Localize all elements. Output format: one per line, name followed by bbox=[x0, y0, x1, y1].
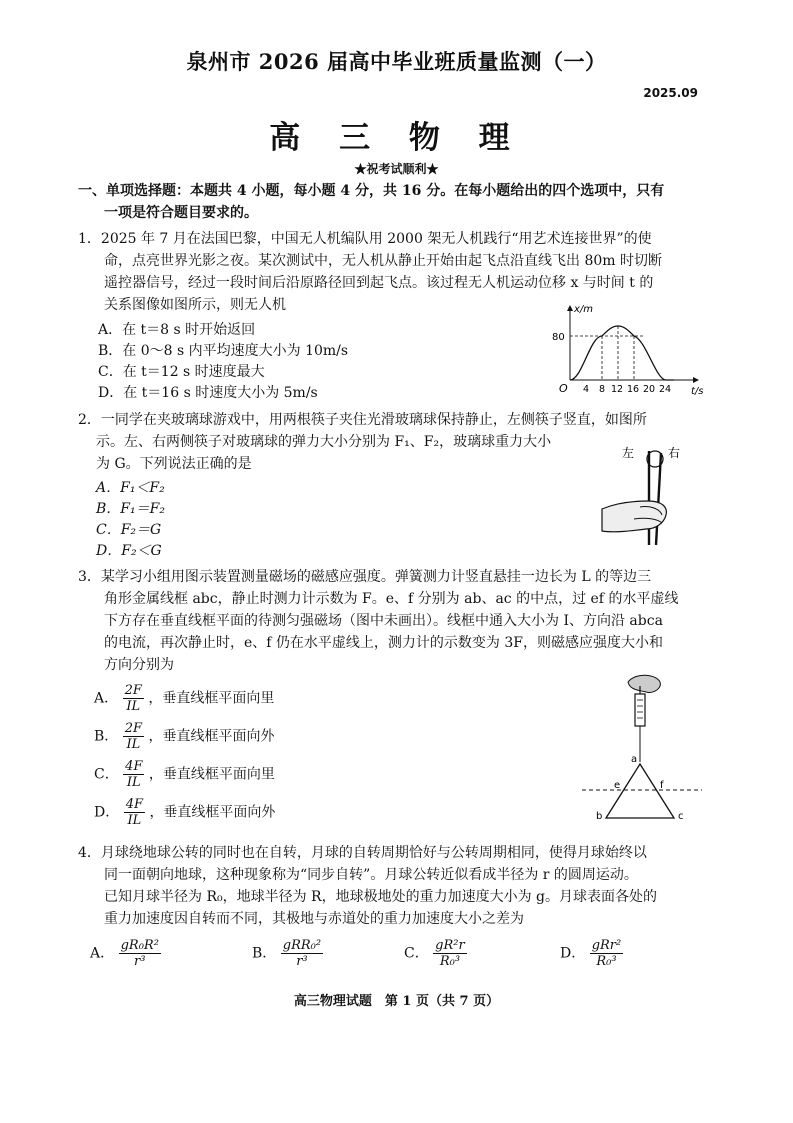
question-line: 的电流，再次静止时，e、f 仍在水平虚线上，测力计的示数变为 3F，则磁感应强度大小和 bbox=[104, 635, 663, 651]
option-d[interactable] bbox=[94, 797, 275, 835]
denominator: IL bbox=[127, 813, 142, 828]
option-a[interactable]: A．在 t＝8 s 时开始返回 bbox=[98, 322, 256, 338]
fraction bbox=[433, 938, 467, 969]
left-label: 左 bbox=[622, 446, 635, 460]
option-letter: A． bbox=[90, 945, 115, 962]
option-c[interactable]: C．在 t＝12 s 时速度最大 bbox=[98, 364, 265, 380]
fraction bbox=[119, 938, 161, 969]
page-footer: 高三物理试题 第 1 页（共 7 页） bbox=[293, 994, 500, 1009]
section-heading-line: 一、单项选择题：本题共 4 小题，每小题 4 分，共 16 分。在每小题给出的四个选项中，只有 bbox=[78, 183, 665, 199]
question-2-options bbox=[96, 478, 165, 562]
exam-date: 2025.09 bbox=[643, 86, 698, 100]
x-tick-24: 24 bbox=[659, 384, 672, 395]
subject-title: 高 三 物 理 bbox=[269, 120, 524, 156]
fraction bbox=[123, 683, 144, 714]
spring-scale bbox=[635, 694, 645, 726]
question-4-stem bbox=[78, 842, 718, 930]
fraction bbox=[123, 759, 144, 790]
y-axis-label: x/m bbox=[574, 304, 594, 315]
y-tick-80: 80 bbox=[552, 332, 565, 343]
question-line: 命，点亮世界光影之夜。某次测试中，无人机从静止开始由起飞点沿直线飞出 80m 时切断 bbox=[104, 253, 662, 269]
fraction bbox=[124, 797, 145, 828]
x-t-curve bbox=[570, 326, 674, 380]
question-line: 已知月球半径为 R₀，地球半径为 R，地球极地处的重力加速度大小为 g。月球表面各处的 bbox=[104, 889, 658, 905]
denominator: r³ bbox=[134, 954, 146, 969]
x-tick-20: 20 bbox=[643, 384, 656, 395]
blessing-text: ★祝考试顺利★ bbox=[354, 162, 439, 176]
option-letter: A． bbox=[94, 690, 119, 707]
question-line: 为 G。下列说法正确的是 bbox=[96, 456, 252, 472]
question-line: 重力加速度因自转而不同，其极地与赤道处的重力加速度大小之差为 bbox=[104, 911, 524, 927]
x-axis-label: t/s bbox=[691, 386, 704, 396]
option-text: ，垂直线框平面向里 bbox=[148, 766, 275, 783]
point-e-label: e bbox=[614, 780, 621, 791]
numerator: gR₀R² bbox=[120, 938, 159, 953]
hand-icon bbox=[628, 675, 660, 692]
numerator: gRr² bbox=[591, 938, 622, 953]
option-b[interactable] bbox=[94, 721, 275, 759]
option-letter: D． bbox=[94, 804, 120, 821]
fraction bbox=[123, 721, 144, 752]
x-tick-16: 16 bbox=[627, 384, 640, 395]
vertex-c-label: c bbox=[678, 811, 684, 822]
option-a[interactable] bbox=[94, 683, 275, 721]
exam-title: 泉州市 2026 届高中毕业班质量监测（一） bbox=[186, 49, 607, 74]
question-line: 方向分别为 bbox=[104, 657, 174, 673]
option-letter: C． bbox=[94, 766, 119, 783]
right-label: 右 bbox=[668, 446, 681, 460]
option-b[interactable]: B．在 0～8 s 内平均速度大小为 10m/s bbox=[98, 343, 349, 359]
option-letter: D． bbox=[560, 945, 586, 962]
section-heading-line: 一项是符合题目要求的。 bbox=[104, 205, 258, 221]
x-tick-12: 12 bbox=[611, 384, 624, 395]
question-line: 同一面朝向地球，这种现象称为“同步自转”。月球公转近似看成半径为 r 的圆周运动。 bbox=[104, 867, 638, 883]
denominator: IL bbox=[126, 699, 141, 714]
numerator: gR²r bbox=[435, 938, 465, 953]
option-b[interactable]: B．F₁＝F₂ bbox=[96, 501, 165, 517]
question-line: 关系图像如图所示，则无人机 bbox=[104, 297, 286, 313]
option-text: ，垂直线框平面向外 bbox=[149, 804, 276, 821]
question-3-stem bbox=[78, 566, 718, 676]
x-tick-4: 4 bbox=[583, 384, 590, 395]
option-d[interactable]: D．F₂＜G bbox=[96, 543, 162, 559]
option-letter: B． bbox=[252, 945, 277, 962]
question-4-options bbox=[90, 938, 710, 969]
question-line: 2．一同学在夹玻璃球游戏中，用两根筷子夹住光滑玻璃球保持静止，左侧筷子竖直，如图所 bbox=[78, 412, 647, 428]
numerator: 2F bbox=[124, 683, 142, 698]
question-line: 1．2025 年 7 月在法国巴黎，中国无人机编队用 2000 架无人机践行“用艺术连接世界”的使 bbox=[78, 231, 652, 247]
point-f-label: f bbox=[660, 780, 664, 791]
option-letter: C． bbox=[404, 945, 429, 962]
question-line: 角形金属线框 abc，静止时测力计示数为 F。e、f 分别为 ab、ac 的中点，过 ef 的水平虚线 bbox=[104, 591, 679, 607]
x-tick-8: 8 bbox=[599, 384, 606, 395]
question-line: 4．月球绕地球公转的同时也在自转，月球的自转周期恰好与公转周期相同，使得月球始终以 bbox=[78, 845, 647, 861]
denominator: IL bbox=[126, 775, 141, 790]
vertex-b-label: b bbox=[596, 811, 603, 822]
option-letter: B． bbox=[94, 728, 119, 745]
question-line: 遥控器信号，经过一段时间后沿原路径回到起飞点。该过程无人机运动位移 x 与时间 t 的 bbox=[104, 275, 654, 291]
denominator: R₀³ bbox=[439, 954, 461, 969]
denominator: R₀³ bbox=[596, 954, 617, 969]
displacement-time-graph bbox=[548, 300, 708, 396]
question-line: 下方存在垂直线框平面的待测匀强磁场（图中未画出）。线框中通入大小为 I、方向沿 abca bbox=[104, 613, 663, 629]
denominator: IL bbox=[126, 737, 141, 752]
section-heading bbox=[78, 180, 664, 224]
question-1-options bbox=[98, 320, 348, 404]
triangle-frame bbox=[606, 764, 674, 818]
denominator: r³ bbox=[296, 954, 308, 969]
option-c[interactable]: C．F₂＝G bbox=[96, 522, 162, 538]
option-c[interactable] bbox=[404, 938, 560, 969]
question-3-options bbox=[94, 683, 275, 835]
fraction bbox=[281, 938, 323, 969]
numerator: 2F bbox=[124, 721, 143, 736]
question-line: 3．某学习小组用图示装置测量磁场的磁感应强度。弹簧测力计竖直悬挂一边长为 L 的等边三 bbox=[78, 569, 652, 585]
option-text: ，垂直线框平面向里 bbox=[148, 690, 275, 707]
option-text: ，垂直线框平面向外 bbox=[148, 728, 275, 745]
option-d[interactable]: D．在 t＝16 s 时速度大小为 5m/s bbox=[98, 385, 318, 401]
option-a[interactable] bbox=[90, 938, 252, 969]
numerator: 4F bbox=[125, 759, 143, 774]
chopsticks-figure bbox=[600, 437, 690, 549]
question-line: 示。左、右两侧筷子对玻璃球的弹力大小分别为 F₁、F₂，玻璃球重力大小 bbox=[96, 434, 552, 450]
fraction bbox=[590, 938, 624, 969]
option-a[interactable]: A．F₁＜F₂ bbox=[96, 480, 165, 496]
origin-label: O bbox=[559, 382, 568, 395]
spring-scale-figure bbox=[576, 668, 706, 828]
option-b[interactable] bbox=[252, 938, 404, 969]
option-d[interactable] bbox=[560, 938, 700, 969]
vertex-a-label: a bbox=[631, 754, 638, 765]
option-c[interactable] bbox=[94, 759, 275, 797]
numerator: gRR₀² bbox=[282, 938, 322, 953]
numerator: 4F bbox=[125, 797, 143, 812]
